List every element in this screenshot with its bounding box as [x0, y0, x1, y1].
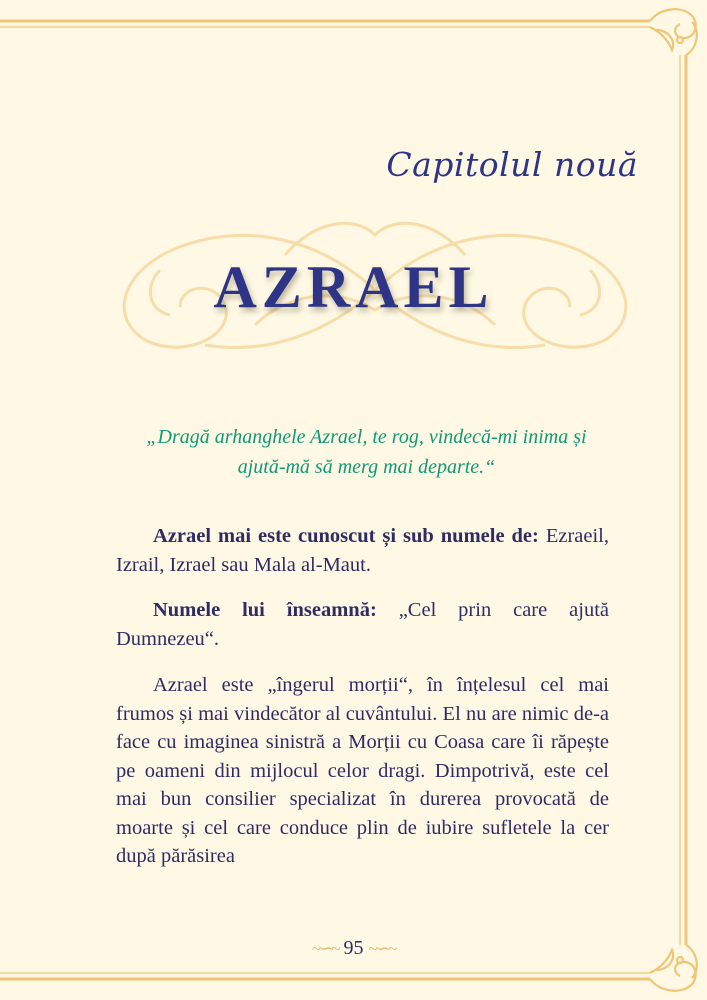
quote-line: ajută-mă să merg mai departe.“ [237, 456, 496, 478]
paragraph-label: Azrael mai este cunoscut și sub numele de: [153, 525, 539, 547]
paragraph-label: Numele lui înseamnă: [153, 599, 377, 621]
paragraph-description [116, 671, 609, 871]
paragraph-text: „Cel prin care ajută Dumnezeu“. [116, 599, 609, 650]
paragraph-meaning [116, 596, 609, 653]
paragraph-text: Ezraeil, Izrail, Izrael sau Mala al-Maut. [116, 525, 609, 576]
page-number-ornament-icon: ~∽~ [311, 939, 339, 958]
corner-flourish-icon [650, 9, 697, 55]
page-number-value: 95 [343, 937, 364, 959]
page-number-ornament-icon: ~∽~ [368, 939, 396, 958]
page-number [0, 937, 707, 960]
quote-line: „Dragă arhanghele Azrael, te rog, vindecă-mi inima și [146, 426, 587, 448]
chapter-title: AZRAEL [213, 254, 494, 320]
paragraph-aliases [116, 522, 609, 579]
paragraph-text: Azrael este „îngerul morții“, în înțelesul cel mai frumos și mai vindecător al cuvântului. El nu are nimic de-a face cu imaginea sinistră a Morții cu Coasa care îi răpește pe oameni din mijlocul celor dragi. Dimpotrivă, este cel mai bun consilier specializat în durerea provocată de moarte și cel care conduce plin de iubire sufletele la cer după părăsirea [116, 674, 609, 867]
invocation-quote [120, 422, 613, 482]
chapter-heading: Capitolul nouă [386, 145, 638, 184]
